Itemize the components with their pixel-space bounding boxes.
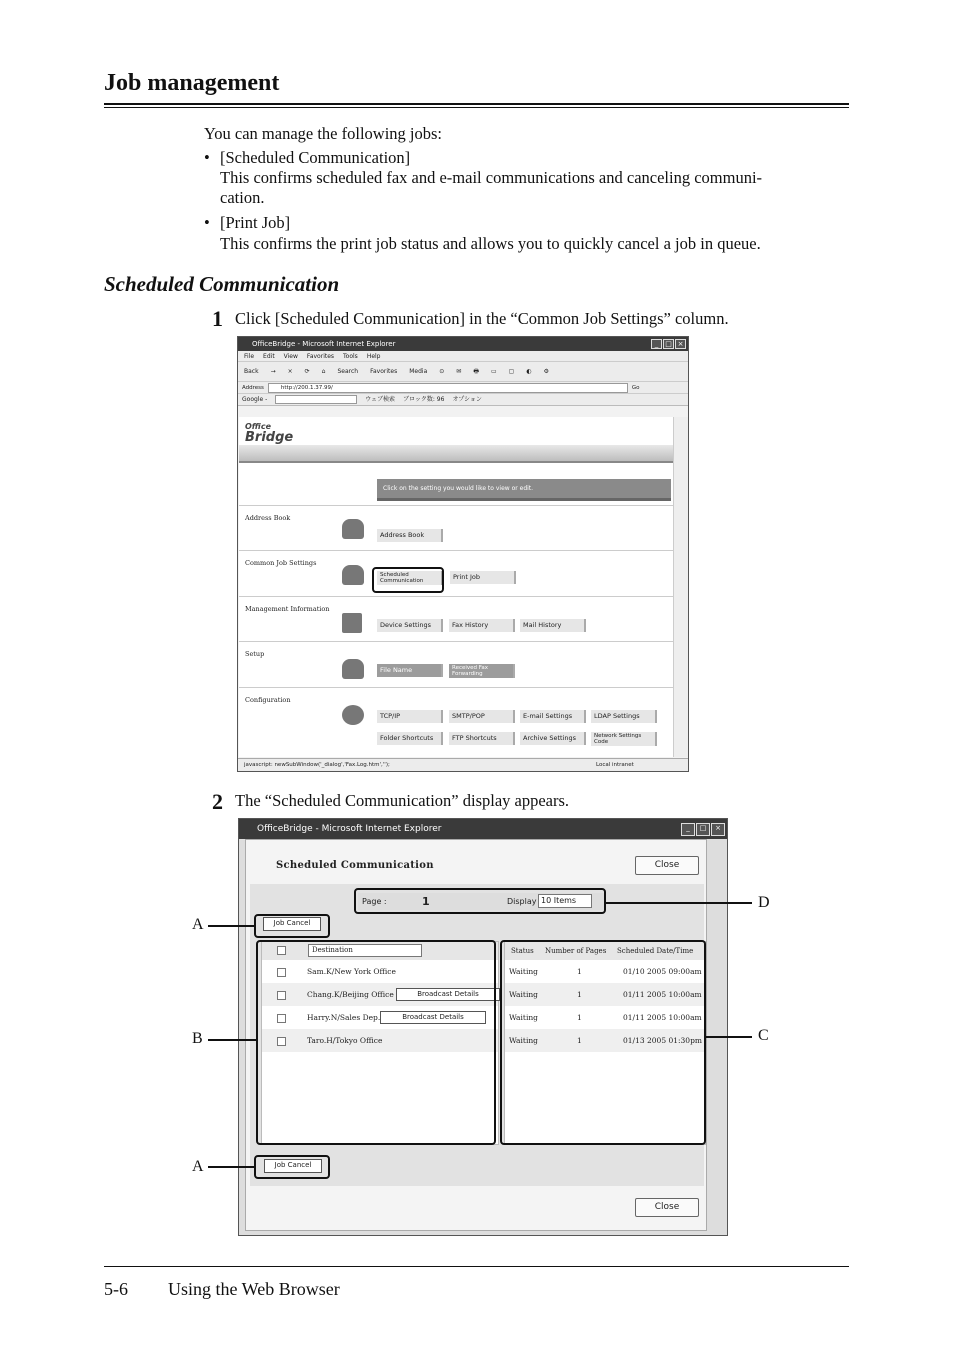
callout-line xyxy=(208,1039,256,1041)
browser-toolbar xyxy=(238,362,688,382)
header-band xyxy=(239,445,673,463)
scheduled-communication-button[interactable]: Scheduled Communication xyxy=(377,571,443,585)
status: Waiting xyxy=(509,967,538,976)
globe-icon xyxy=(342,705,364,725)
bullet-name: [Print Job] xyxy=(220,213,291,232)
device-settings-button[interactable]: Device Settings xyxy=(377,619,443,632)
bullet-name: [Scheduled Communication] xyxy=(220,148,411,167)
callout-c: C xyxy=(758,1027,769,1044)
address-bar xyxy=(238,382,688,394)
setup-icon xyxy=(342,659,364,679)
callout-line xyxy=(606,902,752,904)
section-label: Management Information xyxy=(245,605,330,613)
back-button[interactable]: Back xyxy=(244,368,259,375)
pages: 1 xyxy=(577,1036,582,1045)
menu-favorites[interactable]: Favorites xyxy=(306,353,335,360)
status-url: javascript: newSubWindow('_dialog','Fax.Log.htm',''); xyxy=(244,762,390,768)
step-text: Click [Scheduled Communication] in the “Common Job Settings” column. xyxy=(235,309,729,328)
section-label: Configuration xyxy=(245,696,291,704)
edit-icon[interactable]: ▭ xyxy=(490,368,497,375)
hint-banner: Click on the setting you would like to view or edit. xyxy=(377,479,671,501)
page-label: Page : xyxy=(362,897,387,906)
callout-line xyxy=(208,925,254,927)
info-icon xyxy=(342,613,362,633)
officebridge-logo: Office Bridge xyxy=(245,422,294,445)
pages: 1 xyxy=(577,990,582,999)
search-button[interactable]: Search xyxy=(337,368,359,375)
column-status: Status xyxy=(511,947,534,955)
broadcast-details-button[interactable]: Broadcast Details xyxy=(380,1011,486,1024)
menu-bar xyxy=(238,351,688,362)
close-icon[interactable]: × xyxy=(675,339,686,349)
callout-line xyxy=(208,1166,254,1168)
destination: Chang.K/Beijing Office xyxy=(307,990,394,999)
tools-icon[interactable]: ⚙ xyxy=(543,368,549,375)
browser-screenshot-1 xyxy=(237,336,689,772)
job-icon xyxy=(342,565,364,585)
highlight-destination-list xyxy=(256,940,496,1145)
google-options[interactable]: オプション xyxy=(452,396,482,403)
close-button[interactable]: Close xyxy=(635,856,699,875)
google-label[interactable]: Google - xyxy=(242,396,268,403)
pages: 1 xyxy=(577,1013,582,1022)
tcpip-button[interactable]: TCP/IP xyxy=(377,710,443,723)
history-icon[interactable]: ⊙ xyxy=(439,368,445,375)
callout-line xyxy=(706,1036,752,1038)
section-common-job-settings xyxy=(239,550,673,596)
footer-rule xyxy=(104,1266,849,1267)
refresh-icon[interactable]: ⟳ xyxy=(304,368,310,375)
callout-a-bottom: A xyxy=(192,1158,204,1175)
close-button-bottom[interactable]: Close xyxy=(635,1198,699,1217)
scheduled-date: 01/11 2005 10:00am xyxy=(623,1013,702,1022)
step-number: 2 xyxy=(212,789,223,814)
page-number: 1 xyxy=(422,895,430,908)
scheduled-date: 01/10 2005 09:00am xyxy=(623,967,702,976)
menu-tools[interactable]: Tools xyxy=(343,353,358,360)
display-label: Display xyxy=(507,897,537,906)
scrollbar[interactable] xyxy=(673,417,688,757)
window-title: OfficeBridge - Microsoft Internet Explorer xyxy=(252,340,396,348)
broadcast-details-button[interactable]: Broadcast Details xyxy=(396,988,500,1001)
messenger-icon[interactable]: ◐ xyxy=(526,368,532,375)
print-icon[interactable]: 🖶 xyxy=(473,368,479,375)
mail-icon[interactable]: ✉ xyxy=(456,368,462,375)
highlight-job-cancel-top xyxy=(254,914,330,938)
google-web-search[interactable]: ウェブ検索 xyxy=(365,396,395,403)
status-zone: Local intranet xyxy=(596,762,634,768)
maximize-icon[interactable]: □ xyxy=(663,339,674,349)
section-label: Common Job Settings xyxy=(245,559,317,567)
google-search-input[interactable] xyxy=(275,395,357,404)
step-text: The “Scheduled Communication” display appears. xyxy=(235,791,570,810)
mail-history-button[interactable]: Mail History xyxy=(520,619,586,632)
ftp-shortcuts-button[interactable]: FTP Shortcuts xyxy=(449,732,515,745)
status: Waiting xyxy=(509,1036,538,1045)
status: Waiting xyxy=(509,1013,538,1022)
bullet: • xyxy=(204,148,210,167)
window-title: OfficeBridge - Microsoft Internet Explorer xyxy=(257,824,442,834)
bullet: • xyxy=(204,213,210,232)
section-management-information xyxy=(239,596,673,641)
ldap-settings-button[interactable]: LDAP Settings xyxy=(591,710,657,723)
bullet-desc: This confirms the print job status and allows you to quickly cancel a job in queue. xyxy=(220,234,761,253)
section-configuration xyxy=(239,687,673,755)
destination: Sam.K/New York Office xyxy=(307,967,396,976)
print-job-button[interactable]: Print Job xyxy=(450,571,516,584)
media-button[interactable]: Media xyxy=(409,368,428,375)
intro-lead: You can manage the following jobs: xyxy=(204,124,443,143)
job-cancel-button[interactable]: Job Cancel xyxy=(263,917,321,931)
display-select[interactable]: 10 Items xyxy=(538,894,592,908)
section-label: Setup xyxy=(245,650,265,658)
smtp-pop-button[interactable]: SMTP/POP xyxy=(449,710,515,723)
title-rule xyxy=(104,103,849,105)
stop-icon[interactable]: × xyxy=(287,368,293,375)
folder-shortcuts-button[interactable]: Folder Shortcuts xyxy=(377,732,443,745)
footer-page-number: 5-6 xyxy=(104,1279,128,1299)
callout-d: D xyxy=(758,894,770,911)
address-input[interactable]: http://200.1.37.99/ xyxy=(268,383,628,393)
google-toolbar xyxy=(238,394,688,406)
person-icon xyxy=(342,519,364,539)
column-date: Scheduled Date/Time xyxy=(617,947,694,955)
google-popup-blocker[interactable]: ブロック数: 96 xyxy=(403,396,445,403)
scheduled-date: 01/11 2005 10:00am xyxy=(623,990,702,999)
archive-settings-button[interactable]: Archive Settings xyxy=(520,732,586,745)
pages: 1 xyxy=(577,967,582,976)
email-settings-button[interactable]: E-mail Settings xyxy=(520,710,586,723)
destination: Taro.H/Tokyo Office xyxy=(307,1036,383,1045)
destination-sort-select[interactable]: Destination xyxy=(308,944,422,957)
home-icon[interactable]: ⌂ xyxy=(321,368,326,375)
discuss-icon[interactable]: ▢ xyxy=(508,368,515,375)
forward-icon[interactable]: → xyxy=(270,368,276,375)
close-icon[interactable]: × xyxy=(711,823,725,836)
title-rule-thin xyxy=(104,107,849,108)
section-label: Address Book xyxy=(245,514,291,522)
received-fax-forwarding-button[interactable]: Received Fax Forwarding xyxy=(449,664,515,678)
highlight-job-cancel-bottom xyxy=(254,1155,330,1179)
scheduled-date: 01/13 2005 01:30pm xyxy=(623,1036,702,1045)
status: Waiting xyxy=(509,990,538,999)
bullet-desc: cation. xyxy=(220,188,265,207)
menu-view[interactable]: View xyxy=(283,353,298,360)
address-book-button[interactable]: Address Book xyxy=(377,529,443,542)
page-content xyxy=(239,417,673,757)
fax-history-button[interactable]: Fax History xyxy=(449,619,515,632)
minimize-icon[interactable]: _ xyxy=(681,823,695,836)
address-label: Address xyxy=(242,385,264,391)
highlight-scheduled-communication xyxy=(372,567,444,593)
network-settings-code-button[interactable]: Network Settings Code xyxy=(591,732,657,746)
section-title: Scheduled Communication xyxy=(104,272,340,296)
callout-b: B xyxy=(192,1030,203,1047)
window-titlebar xyxy=(238,337,688,351)
menu-edit[interactable]: Edit xyxy=(263,353,275,360)
job-cancel-button-bottom[interactable]: Job Cancel xyxy=(264,1159,322,1173)
section-address-book xyxy=(239,505,673,550)
file-name-button[interactable]: File Name xyxy=(377,664,443,677)
page-title: Job management xyxy=(104,70,280,96)
callout-a-top: A xyxy=(192,916,204,933)
favorites-button[interactable]: Favorites xyxy=(370,368,398,375)
highlight-pager xyxy=(354,888,606,914)
step-number: 1 xyxy=(212,306,223,331)
menu-help[interactable]: Help xyxy=(366,353,381,360)
go-button[interactable]: Go xyxy=(631,385,640,391)
window-titlebar xyxy=(239,819,727,839)
footer-chapter: Using the Web Browser xyxy=(168,1279,340,1299)
section-setup xyxy=(239,641,673,687)
status-bar xyxy=(238,758,688,771)
menu-file[interactable]: File xyxy=(244,353,255,360)
minimize-icon[interactable]: _ xyxy=(651,339,662,349)
maximize-icon[interactable]: □ xyxy=(696,823,710,836)
destination: Harry.N/Sales Dep. xyxy=(307,1013,381,1022)
window-heading: Scheduled Communication xyxy=(276,860,434,871)
bullet-desc: This confirms scheduled fax and e-mail communications and canceling communi- xyxy=(220,168,763,187)
highlight-status-list xyxy=(500,940,706,1145)
column-pages: Number of Pages xyxy=(545,947,607,955)
